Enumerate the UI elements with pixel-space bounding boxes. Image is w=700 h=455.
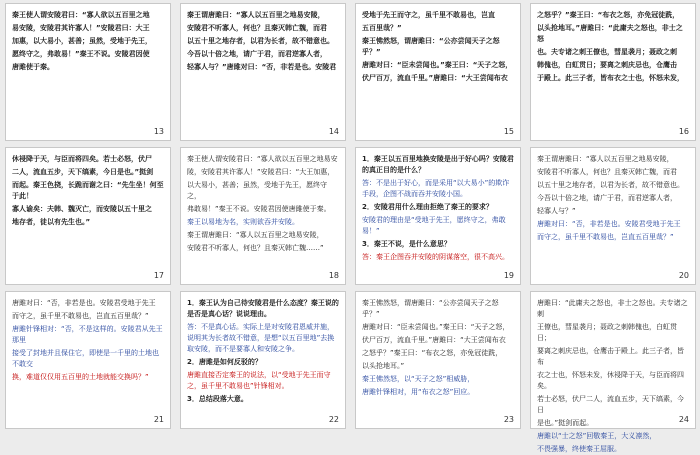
slide-20-text: 秦王谓唐雎曰：“寡人以五百里之地易安陵， 安陵君不听寡人，何也？且秦灭韩亡魏，而君 以五十里之地存者，以君为长者，故不错意也。 今吾以十倍之地，请广于君，而君逆寡人者， 轻寡人与？” 唐雎对曰：“否，非若是也。安陵君受地于先王 而守之，虽千里不敢易也，岂直五百里哉？” — [537, 155, 684, 241]
slide-number: 15 — [503, 127, 514, 136]
slide-18-text: 秦王使人谓安陵君曰：“寡人欲以五百里之地易安 陵，安陵君其许寡人！”安陵君曰：“大王加惠， 以大易小，甚善；虽然，受地于先王，愿终守之， 弗敢易！”秦王不说。安陵君因使唐雎使于秦。 秦王以易地为名，实则欲吞并安陵。 秦王谓唐雎曰：“寡人以五百里之地易安陵， 安陵君不听寡人，何也？且秦灭韩亡魏……” — [187, 155, 338, 252]
slide-number: 21 — [153, 415, 164, 424]
slide-number: 24 — [678, 415, 689, 424]
slide-number: 14 — [328, 127, 339, 136]
slide-number: 22 — [328, 415, 339, 424]
slide-number: 18 — [328, 271, 339, 280]
slide-thumbnail-15[interactable] — [355, 3, 521, 141]
slide-number: 16 — [678, 127, 689, 136]
slide-thumbnail-14[interactable] — [180, 3, 346, 141]
slide-24-text: 唐雎曰：“此庸夫之怒也，非士之怒也。夫专诸之刺 王僚也，彗星袭月；聂政之刺韩傀也，白虹贯日； 要离之刺庆忌也，仓鹰击于殿上。此三子者，皆布 衣之士也，怀怒未发，休祲降于天，与臣而将四矣。 若士必怒，伏尸二人，流血五步，天下缟素，今日 是也。”挺剑而起。 唐雎以“士之怒”回敬秦王，大义凛然， 不畏强暴，终使秦王屈服。 — [537, 299, 688, 453]
slide-number: 20 — [678, 271, 689, 280]
slide-15-text: 受地于先王而守之，虽千里不敢易也，岂直 五百里哉？” 秦王怫然怒，谓唐雎曰：“公亦尝闻天子之怒乎？” 唐雎对曰：“臣未尝闻也。”秦王曰：“天子之怒， 伏尸百万，流血千里。”唐雎曰：“大王尝闻布衣 — [362, 11, 513, 82]
slide-thumbnail-24[interactable] — [530, 291, 696, 453]
slide-21-text: 唐雎对曰：“否，非若是也。安陵君受地于先王 而守之，虽千里不敢易也，岂直五百里哉？” 唐雎针锋相对：“否，不是这样的。安陵君从先王那里 接受了封地并且保住它，即使是一千里的土地也不敢交 换，难道仅仅用五百里的土地就能交换吗？” — [12, 299, 163, 381]
slide-thumbnail-17[interactable] — [5, 147, 171, 285]
slide-thumbnail-16[interactable] — [530, 3, 696, 141]
slide-thumbnail-22[interactable] — [180, 291, 346, 429]
slide-number: 13 — [153, 127, 164, 136]
slide-17-text: 休祲降于天，与臣而将四矣。若士必怒，伏尸 二人，流血五步，天下缟素，今日是也。”挺剑 而起。秦王色挠，长跪而谢之曰：“先生坐！何至于此！ 寡人谕矣：夫韩、魏灭亡，而安陵以五十里之 地存者，徒以有先生也。” — [12, 155, 164, 226]
slide-19-text: 1．秦王以五百里地换安陵是出于好心吗？安陵君的真正目的是什么？ 答：不是出于好心，而是采用“以大易小”的欺诈手段，企图不战而吞并安陵小国。 2．安陵君用什么理由拒绝了秦王的要求？ 安陵君的理由是“受地于先王，愿终守之，弗敢易！” 3．秦王不说，是什么意思？ 答：秦王企图吞并安陵的阴谋落空，很不高兴。 — [362, 155, 514, 261]
slide-thumbnail-21[interactable] — [5, 291, 171, 429]
slide-thumbnail-19[interactable] — [355, 147, 521, 285]
slide-number: 17 — [153, 271, 164, 280]
slide-number: 23 — [503, 415, 514, 424]
slide-thumbnail-18[interactable] — [180, 147, 346, 285]
slide-thumbnail-23[interactable] — [355, 291, 521, 429]
slide-thumbnail-20[interactable] — [530, 147, 696, 285]
slide-23-text: 秦王怫然怒，谓唐雎曰：“公亦尝闻天子之怒乎？” 唐雎对曰：“臣未尝闻也。”秦王曰：“天子之怒， 伏尸百万，流血千里。”唐雎曰：“大王尝闻布衣 之怒乎？”秦王曰：“布衣之怒，亦免冠徒跣， 以头抢地耳。” 秦王怫然怒，以“天子之怒”相威胁， 唐雎针锋相对，用“布衣之怒”回应。 — [362, 299, 510, 396]
slide-16-text: 之怒乎？”秦王曰：“布衣之怒，亦免冠徒跣， 以头抢地耳。”唐雎曰：“此庸夫之怒也，非士之怒 也。夫专诸之刺王僚也，彗星袭月；聂政之刺 韩傀也，白虹贯日；要离之刺庆忌也，仓鹰击 于殿上。此三子者，皆布衣之士也，怀怒未发， — [537, 11, 684, 82]
slide-13-text: 秦王使人谓安陵君曰：“寡人欲以五百里之地 易安陵，安陵君其许寡人！”安陵君曰：大王 加惠，以大易小，甚善；虽然，受地于先王， 愿终守之，弗敢易！”秦王不说。安陵君因使 唐雎使于秦。 — [12, 11, 152, 71]
slide-14-text: 秦王谓唐雎曰：“寡人以五百里之地易安陵， 安陵君不听寡人，何也？且秦灭韩亡魏，而君 以五十里之地存者，以君为长者，故不错意也。 今吾以十倍之地，请广于君，而君逆寡人者， 轻寡人与？”唐雎对曰：“否，非若是也。安陵君 — [187, 11, 337, 71]
slide-thumbnail-13[interactable] — [5, 3, 171, 141]
slide-number: 19 — [503, 271, 514, 280]
slide-22-text: 1．秦王认为自己待安陵君是什么态度？秦王说的是否是真心话？说说理由。 答：不是真心话。实际上是对安陵君恩威并施，说明其为长者故不错意，是想“以五百里地”去换取安陵，而不是要寡人和安陵之争。 2．唐雎是如何反驳的？ 唐雎直接否定秦王的说法，以“受地于先王而守之，虽千里不敢易也”针锋相对。 3．总结段落大意。 — [187, 299, 339, 403]
